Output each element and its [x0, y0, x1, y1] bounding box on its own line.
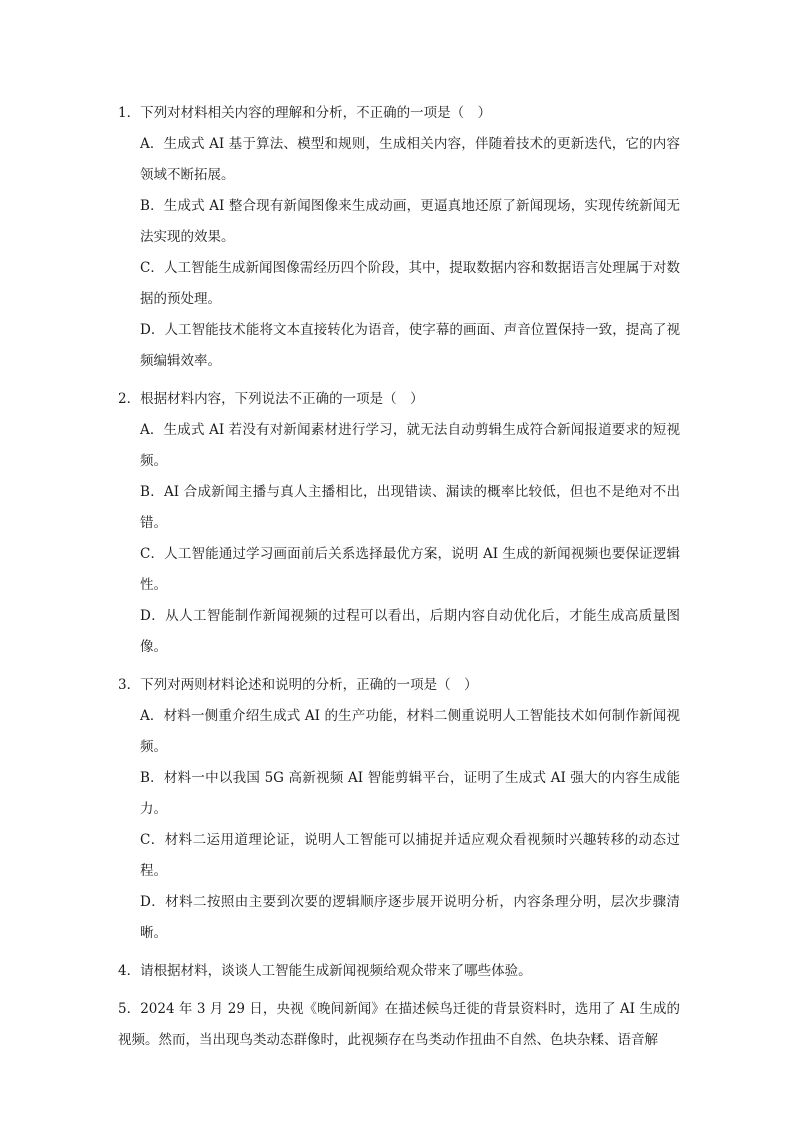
question-3	[118, 670, 680, 949]
option-b: B．AI 合成新闻主播与真人主播相比，出现错读、漏读的概率比较低，但也不是绝对不出错。	[140, 484, 680, 531]
question-1	[118, 98, 680, 377]
option-a: A．材料一侧重介绍生成式 AI 的生产功能，材料二侧重说明人工智能技术如何制作新闻视频。	[140, 708, 680, 755]
question-stem: 3．下列对两则材料论述和说明的分析，正确的一项是（ ）	[118, 677, 478, 693]
exam-page	[118, 98, 680, 1063]
option-c: C．人工智能生成新闻图像需经历四个阶段，其中，提取数据内容和数据语言处理属于对数据的预处理。	[140, 260, 680, 307]
question-stem: 1．下列对材料相关内容的理解和分析，不正确的一项是（ ）	[118, 105, 492, 121]
question-stem: 5．2024 年 3 月 29 日，央视《晚间新闻》在描述候鸟迁徙的背景资料时，选用了 AI 生成的视频。然而，当出现鸟类动态群像时，此视频存在鸟类动作扭曲不自然、色块杂糅、语音解	[118, 1001, 680, 1048]
option-a: A．生成式 AI 若没有对新闻素材进行学习，就无法自动剪辑生成符合新闻报道要求的短视频。	[140, 422, 680, 469]
option-d: D．从人工智能制作新闻视频的过程可以看出，后期内容自动优化后，才能生成高质量图像。	[140, 608, 680, 655]
question-4	[118, 956, 680, 987]
option-a: A．生成式 AI 基于算法、模型和规则，生成相关内容，伴随着技术的更新迭代，它的内容领域不断拓展。	[140, 136, 680, 183]
question-stem: 2．根据材料内容，下列说法不正确的一项是（ ）	[118, 391, 424, 407]
option-b: B．材料一中以我国 5G 高新视频 AI 智能剪辑平台，证明了生成式 AI 强大的内容生成能力。	[140, 770, 680, 817]
option-b: B．生成式 AI 整合现有新闻图像来生成动画，更逼真地还原了新闻现场，实现传统新闻无法实现的效果。	[140, 198, 680, 245]
option-c: C．人工智能通过学习画面前后关系选择最优方案，说明 AI 生成的新闻视频也要保证逻辑性。	[140, 546, 680, 593]
option-d: D．人工智能技术能将文本直接转化为语音，使字幕的画面、声音位置保持一致，提高了视频编辑效率。	[140, 322, 680, 369]
question-2	[118, 384, 680, 663]
question-5	[118, 994, 680, 1056]
question-stem: 4．请根据材料，谈谈人工智能生成新闻视频给观众带来了哪些体验。	[118, 963, 532, 979]
option-c: C．材料二运用道理论证，说明人工智能可以捕捉并适应观众看视频时兴趣转移的动态过程。	[140, 832, 680, 879]
option-d: D．材料二按照由主要到次要的逻辑顺序逐步展开说明分析，内容条理分明，层次步骤清晰。	[140, 894, 680, 941]
